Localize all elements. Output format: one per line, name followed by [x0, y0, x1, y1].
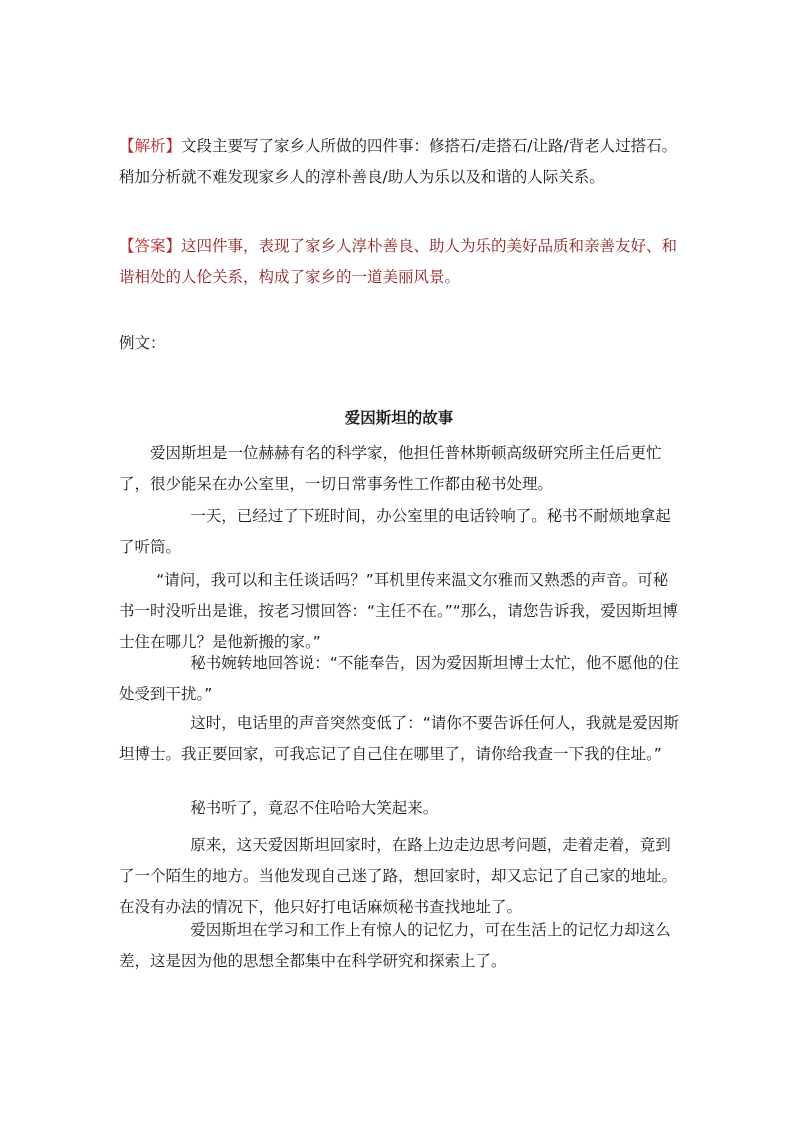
story-paragraph: “请问，我可以和主任谈话吗？”耳机里传来温文尔雅而又熟悉的声音。可秘书一时没听出是谁，按老习惯回答：“主任不在。”“那么，请您告诉我，爱因斯坦博士住在哪儿？是他新搬的家。” — [119, 571, 678, 651]
story-title: 爱因斯坦的故事 — [344, 409, 454, 427]
story-paragraph: 秘书听了，竟忍不住哈哈大笑起来。 — [190, 799, 439, 817]
story-paragraph: 原来，这天爱因斯坦回家时，在路上边走边思考问题，走着走着，竟到了一个陌生的地方。当他发现自己迷了路，想回家时，却又忘记了自己家的地址。在没有办法的情况下，他只好打电话麻烦秘书查找地址了。 — [119, 836, 678, 916]
answer-text: 这四件事，表现了家乡人淳朴善良、助人为乐的美好品质和亲善友好、和谐相处的人伦关系，构成了家乡的一道美丽风景。 — [119, 237, 678, 286]
analysis-tag: 【解析】 — [119, 137, 182, 155]
story-paragraph: 秘书婉转地回答说：“不能奉告，因为爱因斯坦博士太忙，他不愿他的住处受到干扰。” — [119, 654, 679, 703]
story-paragraph: 爱因斯坦在学习和工作上有惊人的记忆力，可在生活上的记忆力却这么差，这是因为他的思想全都集中在科学研究和探索上了。 — [119, 921, 671, 970]
answer-tag: 【答案】 — [119, 237, 182, 255]
answer-section — [119, 231, 679, 293]
story-paragraph: 一天，已经过了下班时间，办公室里的电话铃响了。秘书不耐烦地拿起了听筒。 — [119, 507, 671, 556]
analysis-section — [119, 131, 679, 193]
analysis-text: 文段主要写了家乡人所做的四件事：修搭石/走搭石/让路/背老人过搭石。稍加分析就不难发现家乡人的淳朴善良/助人为乐以及和谐的人际关系。 — [119, 137, 678, 186]
story-paragraph: 这时，电话里的声音突然变低了：“请你不要告诉任何人，我就是爱因斯坦博士。我正要回家，可我忘记了自己住在哪里了，请你给我查一下我的住址。” — [119, 714, 679, 763]
example-label: 例文： — [119, 334, 166, 352]
story-paragraph: 爱因斯坦是一位赫赫有名的科学家，他担任普林斯顿高级研究所主任后更忙了，很少能呆在办公室里，一切日常事务性工作都由秘书处理。 — [119, 444, 662, 493]
